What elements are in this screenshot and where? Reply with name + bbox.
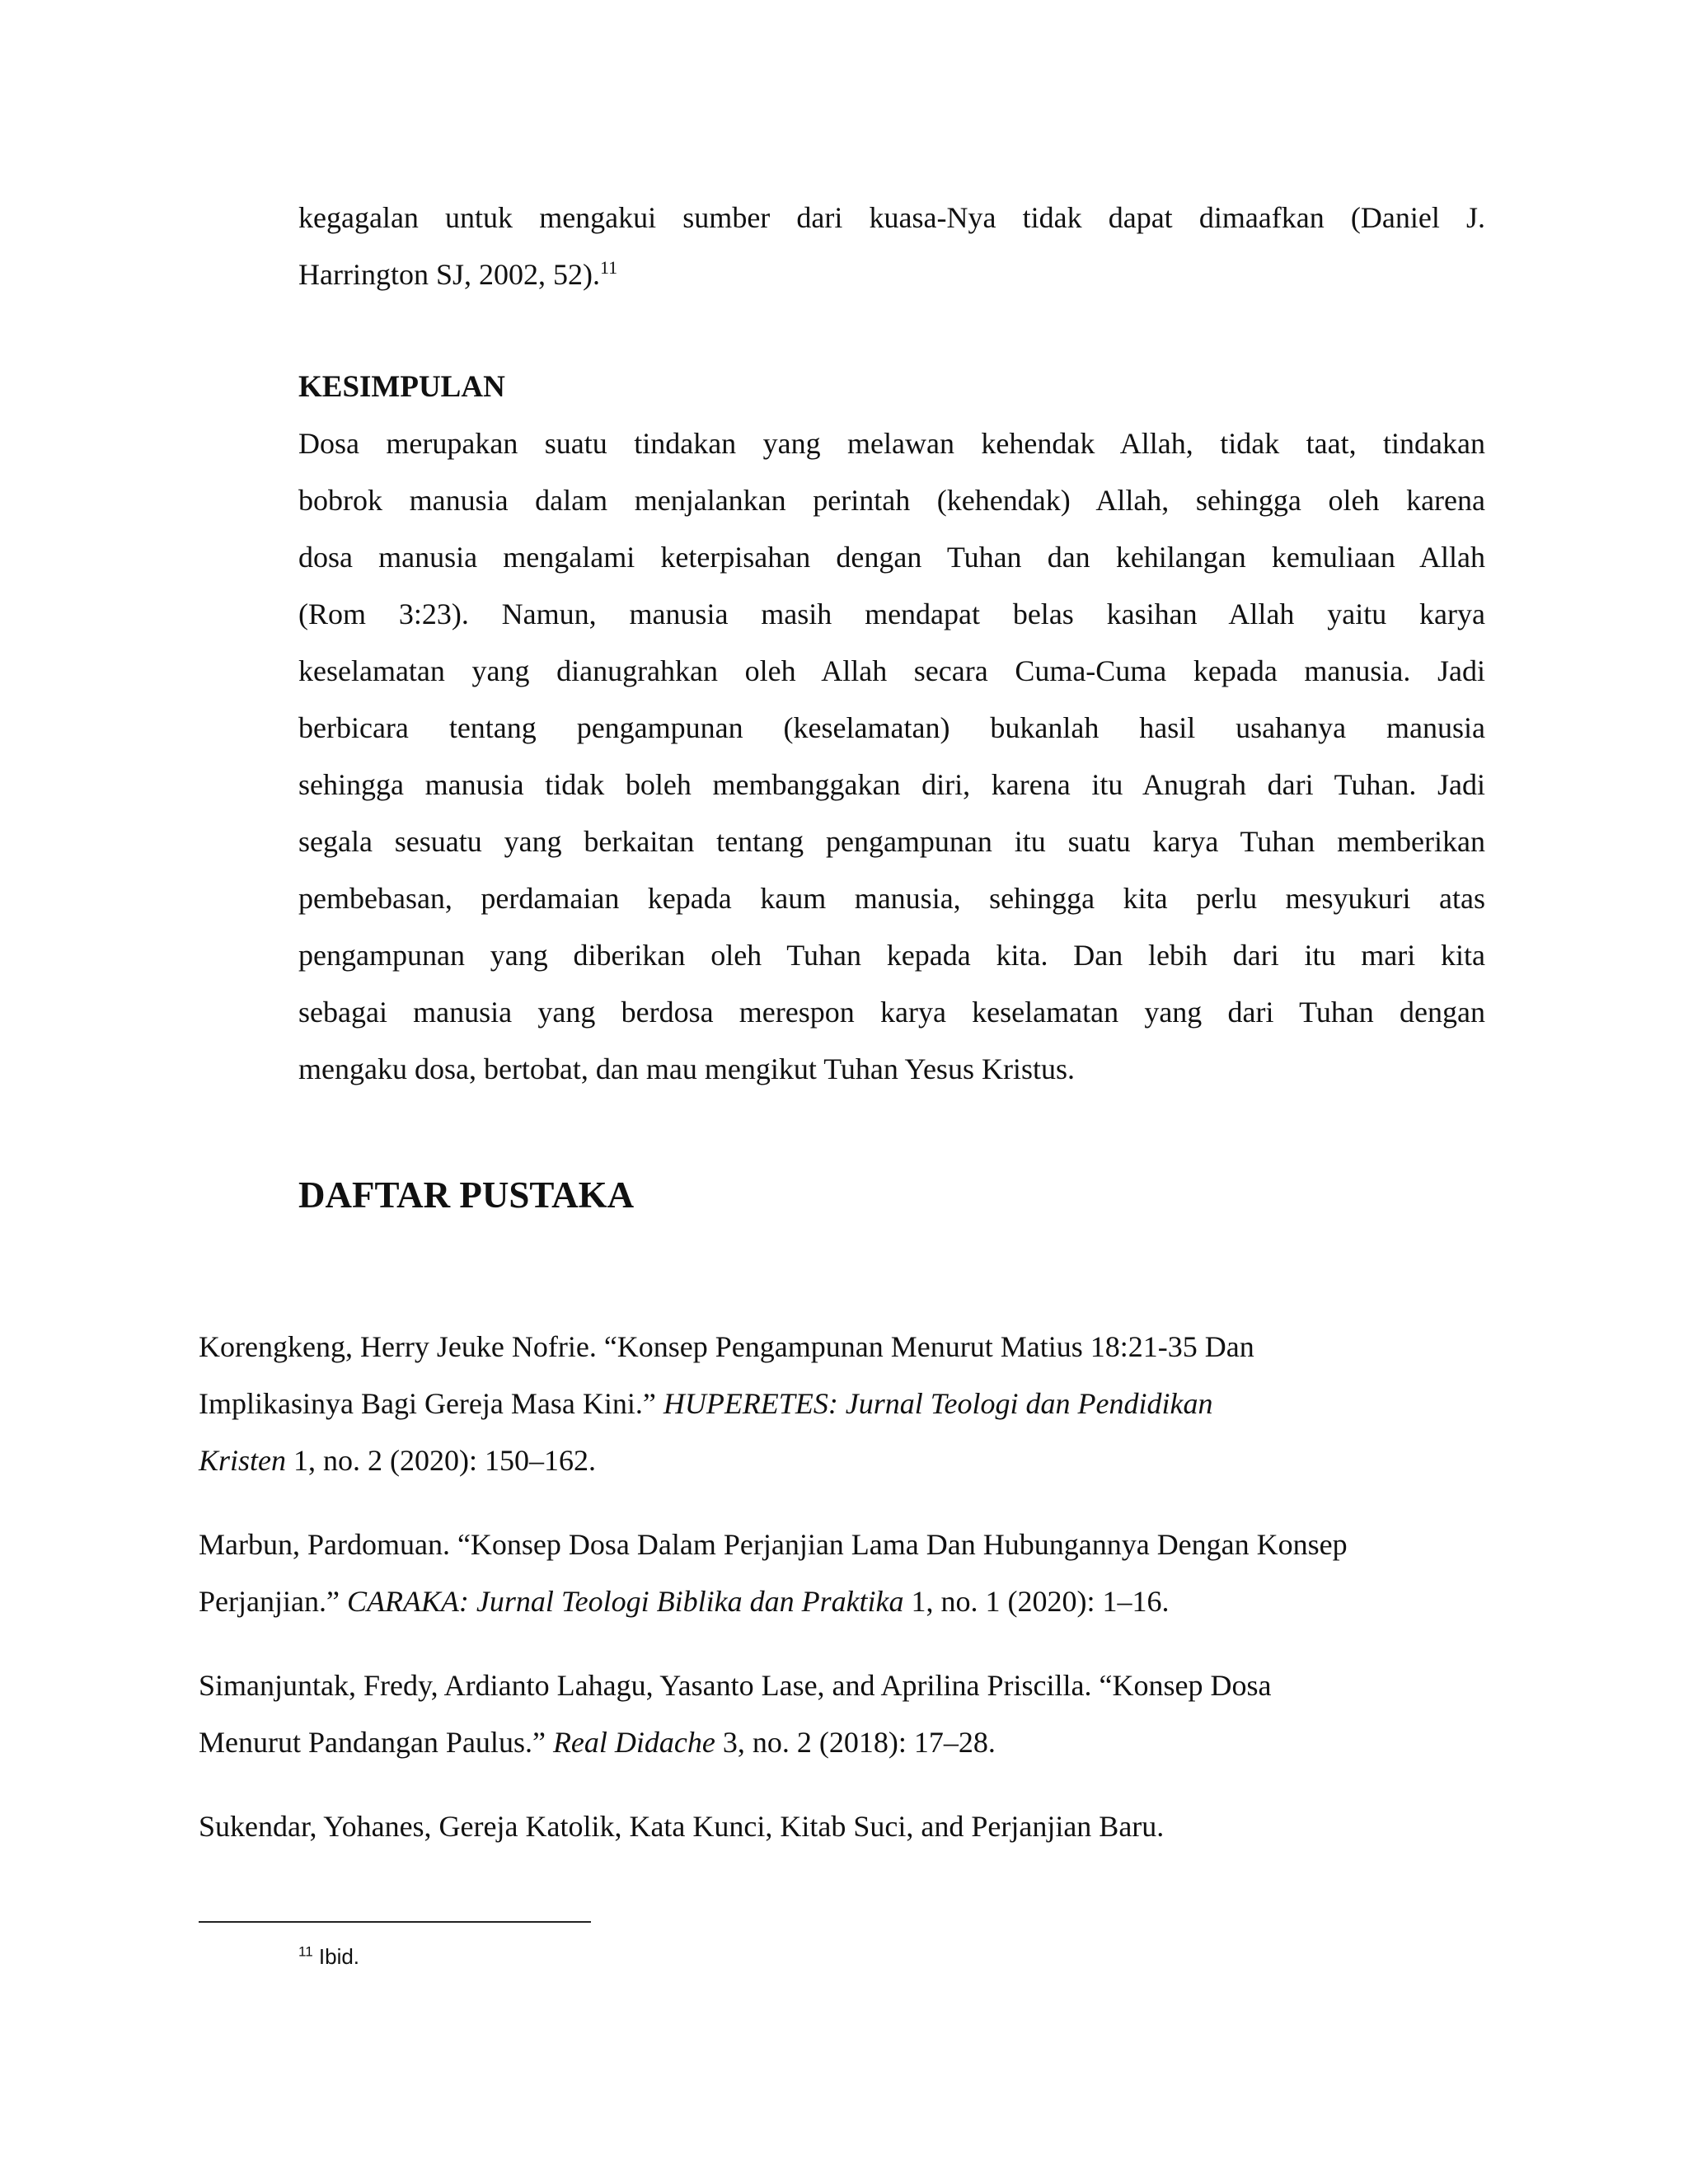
bibliography-entry — [199, 1516, 1484, 1630]
paragraph-line: berbicara tentang pengampunan (keselamatan) bukanlah hasil usahanya manusia — [298, 711, 1485, 744]
section-heading-daftar-pustaka: DAFTAR PUSTAKA — [298, 1174, 635, 1216]
paragraph-line: sehingga manusia tidak boleh membanggakan diri, karena itu Anugrah dari Tuhan. Jadi — [298, 768, 1485, 801]
reference-line: Marbun, Pardomuan. “Konsep Dosa Dalam Perjanjian Lama Dan Hubungannya Dengan Konsep — [199, 1528, 1348, 1561]
journal-title: Real Didache — [552, 1726, 715, 1759]
journal-title: HUPERETES: Jurnal Teologi dan Pendidikan — [663, 1387, 1213, 1420]
intro-line-2 — [298, 246, 1485, 303]
paragraph-line: segala sesuatu yang berkaitan tentang pengampunan itu suatu karya Tuhan memberikan — [298, 825, 1485, 858]
journal-title: Kristen — [199, 1444, 287, 1477]
paragraph-line: sebagai manusia yang berdosa merespon karya keselamatan yang dari Tuhan dengan — [298, 996, 1485, 1029]
reference-text: Implikasinya Bagi Gereja Masa Kini.” — [199, 1387, 663, 1420]
paragraph-line: pengampunan yang diberikan oleh Tuhan kepada kita. Dan lebih dari itu mari kita — [298, 939, 1485, 972]
bibliography-list — [199, 1319, 1484, 1882]
footnote-number: 11 — [298, 1943, 313, 1960]
footnote-reference[interactable]: 11 — [599, 257, 618, 278]
intro-paragraph — [298, 190, 1485, 303]
bibliography-entry — [199, 1657, 1484, 1771]
kesimpulan-paragraph — [298, 415, 1485, 1098]
paragraph-line: mengaku dosa, bertobat, dan mau mengikut Tuhan Yesus Kristus. — [298, 1052, 1075, 1085]
intro-line-1: kegagalan untuk mengakui sumber dari kuasa-Nya tidak dapat dimaafkan (Daniel J. — [298, 201, 1485, 234]
reference-line — [199, 1573, 1484, 1630]
reference-line — [199, 1432, 1484, 1489]
paragraph-line: (Rom 3:23). Namun, manusia masih mendapat belas kasihan Allah yaitu karya — [298, 598, 1485, 630]
paragraph-line: bobrok manusia dalam menjalankan perintah (kehendak) Allah, sehingga oleh karena — [298, 484, 1485, 517]
reference-line — [199, 1376, 1484, 1432]
paragraph-line: Dosa merupakan suatu tindakan yang melawan kehendak Allah, tidak taat, tindakan — [298, 427, 1485, 460]
section-heading-kesimpulan: KESIMPULAN — [298, 370, 505, 404]
footnote-separator — [199, 1921, 591, 1923]
bibliography-entry — [199, 1319, 1484, 1489]
reference-text: 1, no. 2 (2020): 150–162. — [286, 1444, 596, 1477]
intro-line-2-text: Harrington SJ, 2002, 52). — [298, 258, 600, 291]
reference-text: 1, no. 1 (2020): 1–16. — [903, 1585, 1170, 1618]
reference-text: 3, no. 2 (2018): 17–28. — [715, 1726, 996, 1759]
reference-text: Perjanjian.” — [199, 1585, 347, 1618]
paragraph-line: keselamatan yang dianugrahkan oleh Allah secara Cuma-Cuma kepada manusia. Jadi — [298, 654, 1485, 687]
reference-line: Sukendar, Yohanes, Gereja Katolik, Kata Kunci, Kitab Suci, and Perjanjian Baru. — [199, 1810, 1165, 1843]
reference-line: Korengkeng, Herry Jeuke Nofrie. “Konsep Pengampunan Menurut Matius 18:21-35 Dan — [199, 1330, 1254, 1363]
bibliography-entry — [199, 1798, 1484, 1855]
footnote — [298, 1940, 359, 1973]
footnote-text: Ibid. — [318, 1944, 360, 1969]
reference-line — [199, 1714, 1484, 1771]
reference-line: Simanjuntak, Fredy, Ardianto Lahagu, Yasanto Lase, and Aprilina Priscilla. “Konsep Dosa — [199, 1669, 1272, 1702]
paragraph-line: dosa manusia mengalami keterpisahan dengan Tuhan dan kehilangan kemuliaan Allah — [298, 541, 1485, 574]
reference-text: Menurut Pandangan Paulus.” — [199, 1726, 553, 1759]
paragraph-line: pembebasan, perdamaian kepada kaum manusia, sehingga kita perlu mesyukuri atas — [298, 882, 1485, 915]
journal-title: CARAKA: Jurnal Teologi Biblika dan Praktika — [346, 1585, 904, 1618]
